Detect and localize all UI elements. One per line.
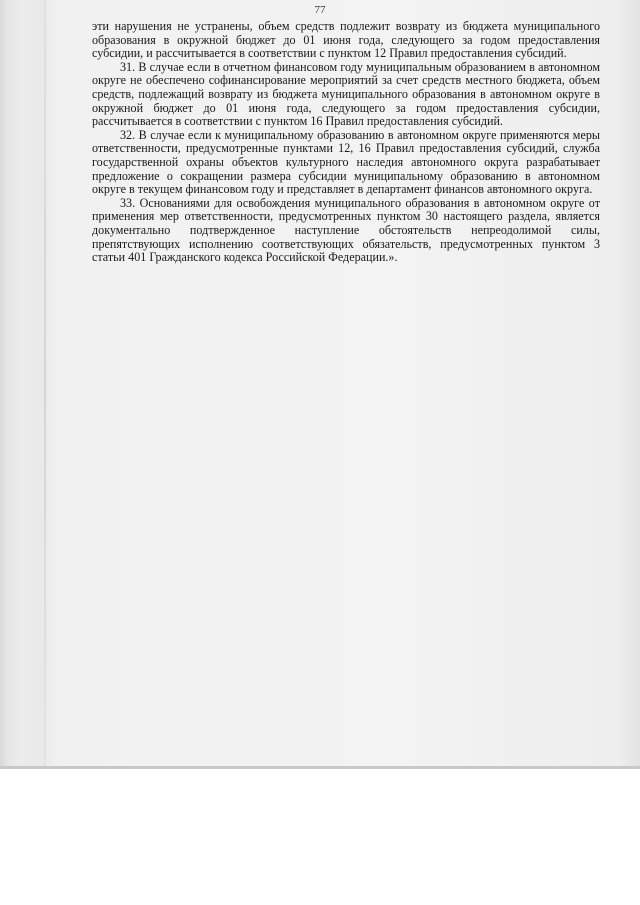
paragraph-32: 32. В случае если к муниципальному образованию в автономном округе применяются меры ответственности, предусмотренные пунктами 12, 16 Правил предоставления субсидий, служба государственной охраны объектов культурного наследия автономного округа разрабатывает предложение о сокращении размера субсидии муниципальному образованию в автономном округе в текущем финансовом году и представляет в департамент финансов автономного округа. <box>92 127 600 197</box>
document-body <box>92 20 600 265</box>
page-number: 77 <box>314 4 326 16</box>
paragraph-33: 33. Основаниями для освобождения муниципального образования в автономном округе от применения мер ответственности, предусмотренных пунктом 30 настоящего раздела, является документально подтвержденное наступление обстоятельств непреодолимой силы, препятствующих исполнению соответствующих обязательств, предусмотренных пунктом 3 статьи 401 Гражданского кодекса Российской Федерации.». <box>92 195 600 265</box>
binding-fold-shadow <box>44 0 46 768</box>
paragraph-continuation: эти нарушения не устранены, объем средств подлежит возврату из бюджета муниципального образования в окружной бюджет до 01 июня года, следующего за годом предоставления субсидии, и рассчитывается в соответствии с пунктом 12 Правил предоставления субсидий. <box>92 19 600 61</box>
paragraph-31: 31. В случае если в отчетном финансовом году муниципальным образованием в автономном округе не обеспечено софинансирование мероприятий за счет средств местного бюджета, объем средств, подлежащий возврату из бюджета муниципального образования в автономном округе в окружной бюджет до 01 июня года, следующего за годом предоставления субсидии, рассчитывается в соответствии с пунктом 16 Правил предоставления субсидий. <box>92 59 600 129</box>
scan-bottom-edge <box>0 766 640 769</box>
